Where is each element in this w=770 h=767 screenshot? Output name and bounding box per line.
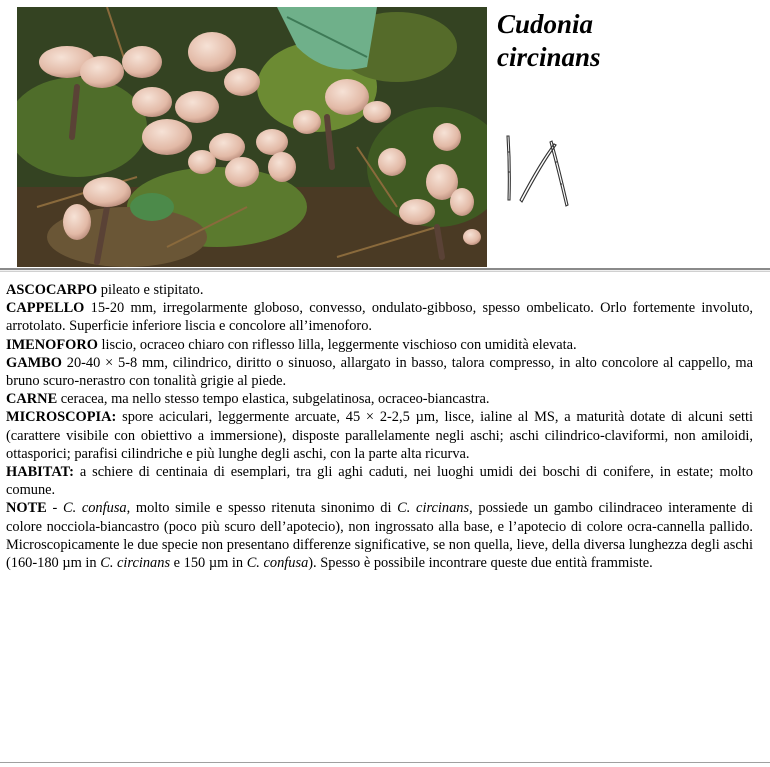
note-label: NOTE (6, 500, 47, 517)
carne-paragraph (6, 390, 753, 408)
note-text-4: e 150 µm in (170, 555, 247, 572)
note-text-1: - (46, 500, 63, 517)
imenoforo-paragraph (6, 336, 753, 354)
note-species-1: C. confusa (62, 500, 127, 517)
mushroom-photo (17, 7, 487, 267)
ascocarpo-paragraph (6, 281, 753, 299)
ascocarpo-text: pileato e stipitato. (97, 282, 204, 298)
note-text-5: ). Spesso è possibile incontrare queste due entità frammiste. (308, 555, 653, 572)
gambo-paragraph (6, 354, 753, 390)
imenoforo-text: liscio, ocraceo chiaro con riflesso lilla, leggermente vischioso con umidità elevata. (97, 336, 577, 353)
cappello-text: 15-20 mm, irregolarmente globoso, convesso, ondulato-gibboso, spesso ombelicato. Orlo fortemente involuto, arrotolato. Superficie inferiore liscia e concolore all’imenoforo. (6, 300, 753, 335)
spore-drawing (500, 132, 580, 212)
microscopia-paragraph (6, 408, 753, 463)
cappello-paragraph (6, 299, 753, 335)
habitat-label: HABITAT: (6, 464, 74, 481)
gambo-label: GAMBO (6, 354, 62, 371)
gambo-text: 20-40 × 5-8 mm, cilindrico, diritto o sinuoso, allargato in basso, talora compresso, in alto concolore al cappello, ma bruno scuro-nerastro con tonalità grigie al piede. (6, 354, 753, 390)
section-divider (0, 268, 770, 272)
cappello-label: CAPPELLO (6, 300, 85, 317)
carne-label: CARNE (6, 391, 58, 408)
microscopia-label: MICROSCOPIA: (6, 409, 117, 426)
habitat-text: a schiere di centinaia di esemplari, tra gli aghi caduti, nei luoghi umidi dei boschi di conifere, in estate; molto comune. (6, 464, 753, 499)
genus-name: Cudonia (497, 9, 594, 39)
carne-text: ceracea, ma nello stesso tempo elastica, subgelatinosa, ocraceo-biancastra. (57, 391, 490, 408)
note-text-3: , possiede un gambo cilindraceo interamente di colore nocciola-biancastro (poco più scuro dell’apotecio), non ingrossato alla base, e l’apotecio di colore ocra-cannella pallido. Microscopicamente le due specie non presentano differenze significative, se non quella, lieve, della diversa lunghezza degli aschi (160-180 µm in (6, 500, 753, 572)
ascocarpo-label: ASCOCARPO (6, 282, 98, 298)
microscopia-text: spore aciculari, leggermente arcuate, 45 × 2-2,5 µm, lisce, ialine al MS, a maturità dotate di alcuni setti (carattere visibile con obiettivo a immersione), disposte parallelamente negli aschi; aschi cilindrico-claviformi, non amiloidi, ottasporici; parafisi cilindriche e più lunghe degli aschi, con la parte alta ricurva. (6, 409, 753, 462)
bottom-divider (0, 762, 770, 765)
species-title (497, 8, 601, 74)
epithet-name: circinans (497, 42, 601, 72)
note-paragraph (6, 499, 753, 572)
note-species-4: C. confusa (246, 555, 309, 572)
note-species-2: C. circinans (397, 500, 470, 517)
habitat-paragraph (6, 463, 753, 499)
note-species-3: C. circinans (100, 555, 171, 572)
note-text-2: , molto simile e spesso ritenuta sinonimo di (126, 500, 398, 517)
imenoforo-label: IMENOFORO (6, 336, 98, 353)
description-body (6, 281, 753, 572)
